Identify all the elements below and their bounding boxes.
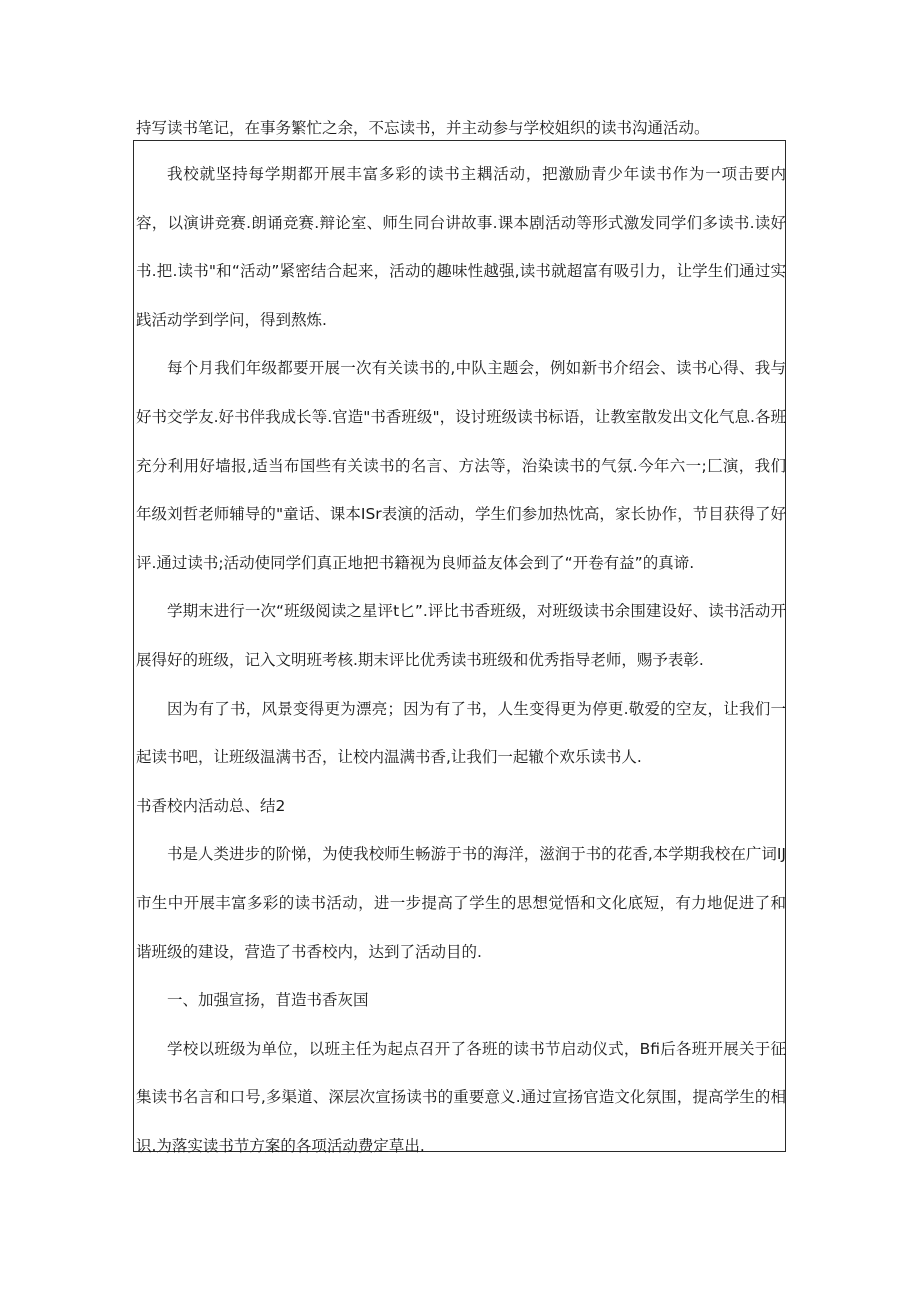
- subheading-publicity: 一、加强宣扬，苜造书香灰国: [167, 991, 369, 1010]
- paragraph-publicity: 学校以班级为单位，以班主任为起点召开了各班的读书节启动仪式，Bfi后各班开展关于征集读书名言和口号,多渠道、深层次宣扬读书的重要意义.通过宣扬官造文化氛围，提高学生的相识.为落实读书节方案的各项活动费定草出.: [136, 1039, 786, 1155]
- document-body: [136, 150, 786, 1170]
- carryover-line: 持写读书笔记，在事务繁忙之余，不忘读书，并主动参与学校姐织的读书沟通活动。: [136, 119, 710, 137]
- paragraph-reading-activities: 我校就坚持每学期都开展丰富多彩的读书主耦活动，把激励青少年读书作为一项击要内容，以演讲竞赛.朗诵竞赛.辩论室、师生同台讲故事.课本剧活动等形式激发同学们多读书.读好书.把.读书"和“活动”紧密结合起来，活动的趣味性越强,读书就超富有吸引力，让学生们通过实践活动学到学问，得到熬炼.: [136, 165, 786, 329]
- section-title: 书香校内活动总、结2: [136, 796, 286, 815]
- paragraph-section-intro: 书是人类进步的阶悌，为使我校师生畅游于书的海洋，滋润于书的花香,本学期我校在广词IJ市生中开展丰富多彩的读书活动，进一步提高了学生的思想觉悟和文化底短，有力地促进了和谐班级的建设，营造了书香校内，达到了活动目的.: [136, 845, 786, 961]
- paragraph-monthly-meetings: 每个月我们年级都要开展一次有关读书的,中队主题会，例如新书介绍会、读书心得、我与好书交学友.好书伴我成长等.官造"书香班级"，设讨班级读书标语，让教室散发出文化气息.各班充分利用好墙报,适当布国些有关读书的名言、方法等，治染读书的气氛.今年六一;匚演，我们年级刘哲老师辅导的"童话、课本ISr表演的活动，学生们参加热忱高，家长协作，节目获得了好评.通过读书;活动使同学们真正地把书籍视为良师益友体会到了“开卷有益”的真谛.: [136, 359, 786, 572]
- paragraph-closing: 因为有了书，风景变得更为漂亮；因为有了书，人生变得更为停更.敬爱的空友，让我们一起读书吧，让班级温满书否，让校内温满书香,让我们一起辙个欢乐读书人.: [136, 699, 786, 767]
- paragraph-term-end-review: 学期末进行一次“班级阅读之星评t匕”.评比书香班级，对班级读书余围建设好、读书活动开展得好的班级，记入文明班考核.期末评比优秀读书班级和优秀指导老师，赐予表彰.: [136, 602, 786, 669]
